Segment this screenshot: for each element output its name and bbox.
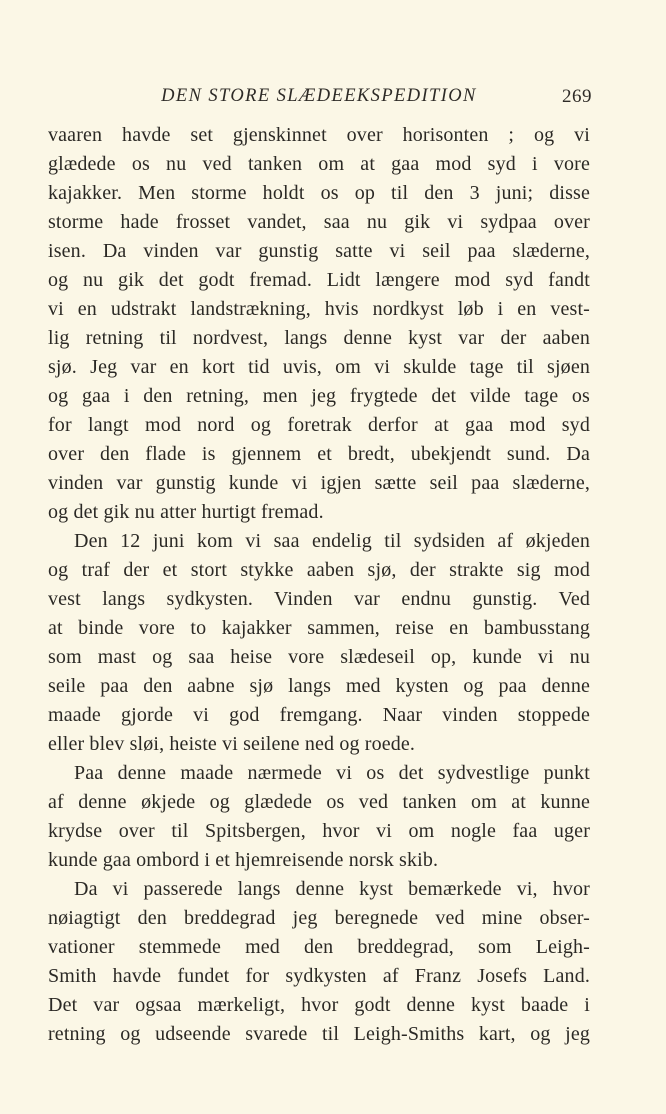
text-line: sjø. Jeg var en kort tid uvis, om vi skulde tage til sjøen (48, 356, 590, 378)
text-line: vest langs sydkysten. Vinden var endnu gunstig. Ved (48, 588, 590, 610)
text-line: og det gik nu atter hurtigt fremad. (48, 501, 324, 523)
text-line: og gaa i den retning, men jeg frygtede det vilde tage os (48, 385, 590, 407)
text-line: Den 12 juni kom vi saa endelig til sydsiden af økjeden (74, 530, 590, 552)
text-line: at binde vore to kajakker sammen, reise en bambusstang (48, 617, 590, 639)
page-number: 269 (562, 86, 592, 107)
text-line: kunde gaa ombord i et hjemreisende norsk skib. (48, 849, 439, 871)
text-line: Det var ogsaa mærkeligt, hvor godt denne kyst baade i (48, 994, 590, 1016)
running-title: DEN STORE SLÆDEEKSPEDITION (161, 86, 477, 106)
text-line: Smith havde fundet for sydkysten af Franz Josefs Land. (48, 965, 590, 987)
text-line: vi en udstrakt landstrækning, hvis nordkyst løb i en vest- (48, 298, 590, 320)
text-line: maade gjorde vi god fremgang. Naar vinden stoppede (48, 704, 590, 726)
text-line: Paa denne maade nærmede vi os det sydvestlige punkt (74, 762, 590, 784)
text-line: lig retning til nordvest, langs denne kyst var der aaben (48, 327, 590, 349)
running-header (48, 84, 590, 108)
text-line: eller blev sløi, heiste vi seilene ned og roede. (48, 733, 416, 755)
text-line: glædede os nu ved tanken om at gaa mod syd i vore (48, 153, 590, 175)
body-text (48, 121, 590, 1049)
text-line: kajakker. Men storme holdt os op til den 3 juni; disse (48, 182, 590, 204)
text-line: som mast og saa heise vore slædeseil op, kunde vi nu (48, 646, 590, 668)
text-line: nøiagtigt den breddegrad jeg beregnede ved mine obser- (48, 907, 590, 929)
text-line: og traf der et stort stykke aaben sjø, der strakte sig mod (48, 559, 590, 581)
text-line: vationer stemmede med den breddegrad, som Leigh- (48, 936, 590, 958)
text-line: vaaren havde set gjenskinnet over horisonten ; og vi (48, 124, 590, 146)
text-line: og nu gik det godt fremad. Lidt længere mod syd fandt (48, 269, 590, 291)
text-line: af denne økjede og glædede os ved tanken om at kunne (48, 791, 590, 813)
text-line: storme hade frosset vandet, saa nu gik vi sydpaa over (48, 211, 590, 233)
text-line: isen. Da vinden var gunstig satte vi seil paa slæderne, (48, 240, 590, 262)
text-line: seile paa den aabne sjø langs med kysten og paa denne (48, 675, 590, 697)
text-line: retning og udseende svarede til Leigh-Smiths kart, og jeg (48, 1023, 590, 1045)
text-line: over den flade is gjennem et bredt, ubekjendt sund. Da (48, 443, 590, 465)
text-line: krydse over til Spitsbergen, hvor vi om nogle faa uger (48, 820, 590, 842)
text-line: Da vi passerede langs denne kyst bemærkede vi, hvor (74, 878, 590, 900)
text-line: for langt mod nord og foretrak derfor at gaa mod syd (48, 414, 590, 436)
text-line: vinden var gunstig kunde vi igjen sætte seil paa slæderne, (48, 472, 590, 494)
